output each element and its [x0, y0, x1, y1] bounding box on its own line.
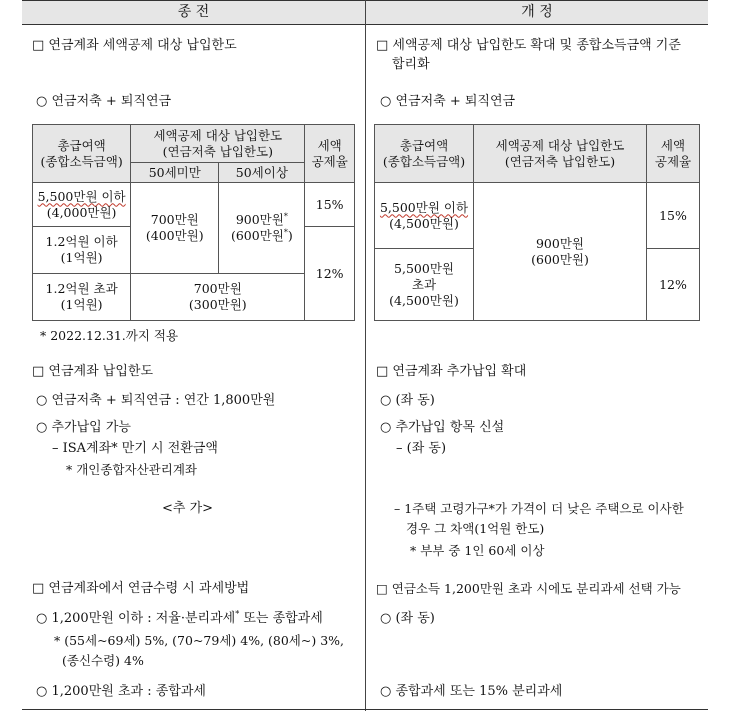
row2-income: 1.2억원 이하 (1억원) [33, 227, 131, 274]
row3-income: 1.2억원 초과 (1억원) [33, 274, 131, 321]
left-section2-add: <추 가> [162, 501, 214, 516]
th-limit: 세액공제 대상 납입한도 (연금저축 납입한도) [131, 125, 305, 163]
r-row1-income-a: 5,500만원 이하 [379, 199, 469, 215]
r-limit: 900만원 (600만원) [474, 183, 647, 321]
right-section2-new1: – 1주택 고령가구*가 가격이 더 낮은 주택으로 이사한 [394, 501, 684, 516]
r-th-rate: 세액 공제율 [647, 125, 700, 183]
left-deduction-table [32, 124, 355, 321]
r-row1-income [375, 183, 474, 249]
right-section3-sub1: ○ (좌 동) [380, 611, 435, 626]
th-under50: 50세미만 [131, 163, 219, 183]
header-after: 개 정 [521, 4, 553, 20]
right-deduction-table [374, 124, 700, 321]
r-th-income: 총급여액 (종합소득금액) [375, 125, 474, 183]
right-section2-title: □ 연금계좌 추가납입 확대 [376, 364, 527, 379]
right-section3-sub2: ○ 종합과세 또는 15% 분리과세 [380, 684, 563, 699]
th-over50: 50세이상 [219, 163, 305, 183]
left-section2-title: □ 연금계좌 납입한도 [32, 364, 154, 379]
right-section2-sub2: ○ 추가납입 항목 신설 [380, 420, 505, 435]
th-income: 총급여액 (종합소득금액) [33, 125, 131, 183]
footnote-mark-3: * [235, 609, 240, 619]
footnote-mark-2: * [283, 227, 288, 237]
r-th-limit: 세액공제 대상 납입한도 (연금저축 납입한도) [474, 125, 647, 183]
right-section2-note: * 부부 중 1인 60세 이상 [410, 543, 545, 558]
left-section1-sub: ○ 연금저축 + 퇴직연금 [36, 94, 172, 109]
left-section3-sub1-a: ○ 1,200만원 이하 : 저율·분리과세 [36, 611, 236, 626]
row3-limit: 700만원 (300만원) [131, 274, 305, 321]
r-row1-rate: 15% [647, 183, 700, 249]
row1-income-b: (4,000만원) [46, 204, 117, 220]
left-footnote: * 2022.12.31.까지 적용 [40, 328, 179, 343]
right-section1-title1: □ 세액공제 대상 납입한도 확대 및 종합소득금액 기준 [376, 38, 681, 53]
left-section2-dash: – ISA계좌* 만기 시 전환금액 [52, 441, 218, 456]
row12-over50-a: 900만원 [235, 212, 284, 227]
right-section1-title2: 합리화 [392, 57, 430, 72]
right-section2-dash: – (좌 동) [396, 441, 447, 456]
r-row2-income: 5,500만원 초과 (4,500만원) [375, 249, 474, 321]
left-section2-sub1: ○ 연금저축 + 퇴직연금 : 연간 1,800만원 [36, 393, 276, 408]
row1-income-a: 5,500만원 이하 [37, 188, 126, 204]
comparison-document [22, 0, 708, 711]
right-section2-new2: 경우 그 차액(1억원 한도) [406, 521, 545, 536]
row12-under50: 700만원 (400만원) [131, 183, 219, 274]
footnote-mark: * [283, 211, 288, 221]
row1-income [33, 183, 131, 227]
right-section3-title: □ 연금소득 1,200만원 초과 시에도 분리과세 선택 가능 [376, 581, 681, 596]
right-section1-sub: ○ 연금저축 + 퇴직연금 [380, 94, 516, 109]
left-section3-sub1 [36, 610, 323, 628]
left-section3-sub1-b: 또는 종합과세 [239, 611, 323, 626]
left-section3-title: □ 연금계좌에서 연금수령 시 과세방법 [32, 581, 250, 596]
th-rate: 세액 공제율 [305, 125, 355, 183]
row23-rate: 12% [305, 227, 355, 321]
r-row1-income-b: (4,500만원) [389, 215, 459, 231]
left-section3-note2: (종신수령) 4% [62, 653, 144, 668]
left-section2-sub2: ○ 추가납입 가능 [36, 420, 131, 435]
left-section3-note1: * (55세~69세) 5%, (70~79세) 4%, (80세~) 3%, [54, 633, 345, 648]
left-section2-note: * 개인종합자산관리계좌 [66, 462, 197, 477]
row12-over50-b: (600만원 [230, 228, 284, 243]
bottom-rule [22, 709, 708, 710]
row12-over50: 900만원* (600만원*) [219, 183, 305, 274]
header-before: 종 전 [177, 4, 210, 20]
right-section2-sub1: ○ (좌 동) [380, 393, 435, 408]
left-section3-sub2: ○ 1,200만원 초과 : 종합과세 [36, 684, 206, 699]
left-section1-title: □ 연금계좌 세액공제 대상 납입한도 [32, 38, 237, 53]
r-row2-rate: 12% [647, 249, 700, 321]
row1-rate: 15% [305, 183, 355, 227]
column-divider [365, 0, 366, 711]
